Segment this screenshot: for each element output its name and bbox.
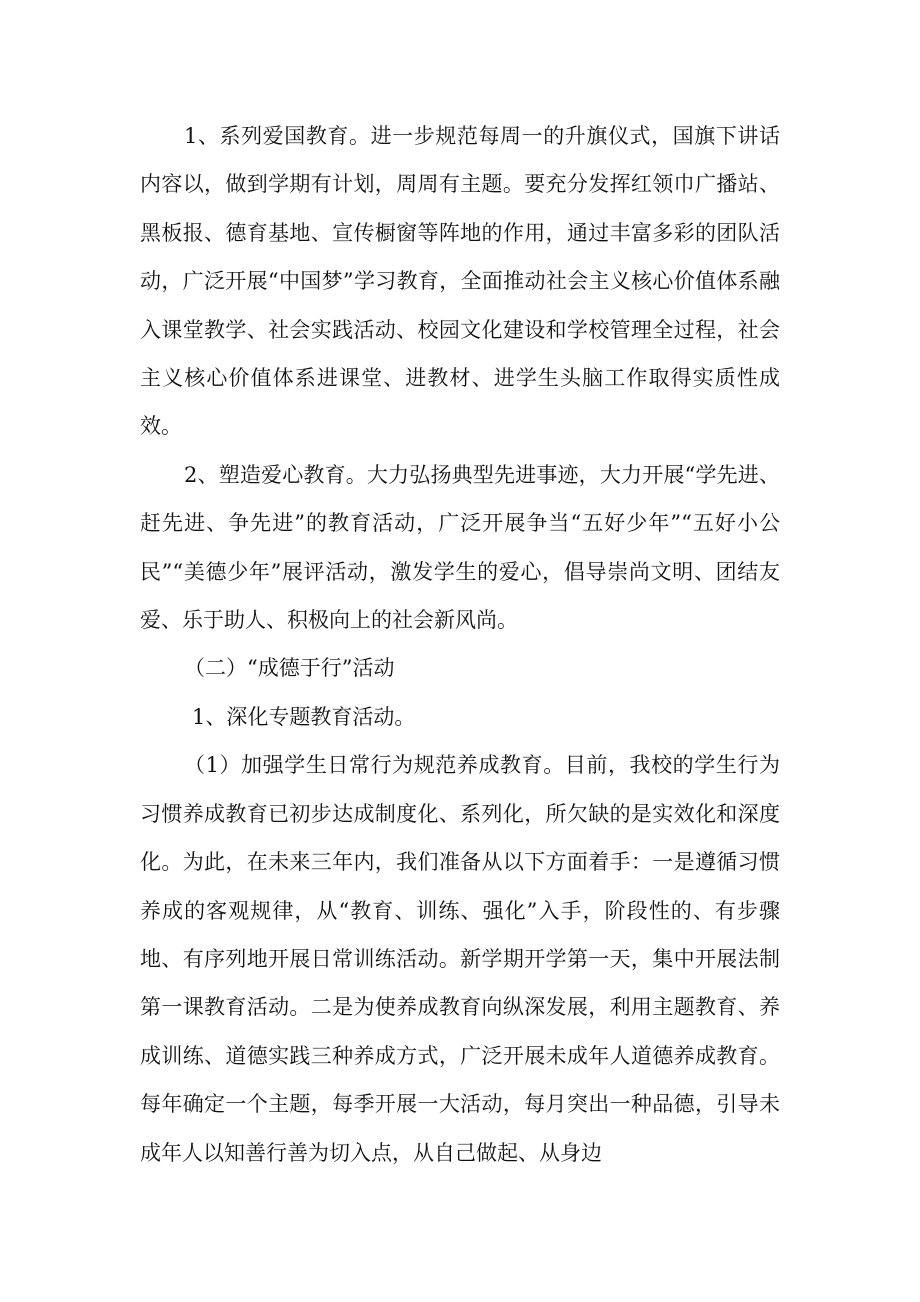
- subheading-special-education: 1、深化专题教育活动。: [192, 704, 416, 729]
- paragraph-love-education: 2、塑造爱心教育。大力弘扬典型先进事迹，大力开展“学先进、赶先进、争先进”的教育活动，广泛开展争当“五好少年”“五好小公民”“美德少年”展评活动，激发学生的爱心，倡导崇尚文明、团结友爱、乐于助人、积极向上的社会新风尚。: [140, 462, 780, 633]
- paragraph-patriotic-education: 1、系列爱国教育。进一步规范每周一的升旗仪式，国旗下讲话内容以，做到学期有计划，周周有主题。要充分发挥红领巾广播站、黑板报、德育基地、宣传橱窗等阵地的作用，通过丰富多彩的团队活动，广泛开展“中国梦”学习教育，全面推动社会主义核心价值体系融入课堂教学、社会实践活动、校园文化建设和学校管理全过程，社会主义核心价值体系进课堂、进教材、进学生头脑工作取得实质性成效。: [140, 124, 780, 439]
- section-heading-activity: （二）“成德于行”活动: [184, 656, 395, 681]
- document-body: [140, 112, 780, 1177]
- paragraph-behavior-education: （1）加强学生日常行为规范养成教育。目前，我校的学生行为习惯养成教育已初步达成制度化、系列化，所欠缺的是实效化和深度化。为此，在未来三年内，我们准备从以下方面着手：一是遵循习惯养成的客观规律，从“教育、训练、强化”入手，阶段性的、有步骤地、有序列地开展日常训练活动。新学期开学第一天，集中开展法制第一课教育活动。二是为使养成教育向纵深发展，利用主题教育、养成训练、道德实践三种养成方式，广泛开展未成年人道德养成教育。每年确定一个主题，每季开展一大活动，每月突出一种品德，引导未成年人以知善行善为切入点，从自己做起、从身边: [140, 753, 780, 1165]
